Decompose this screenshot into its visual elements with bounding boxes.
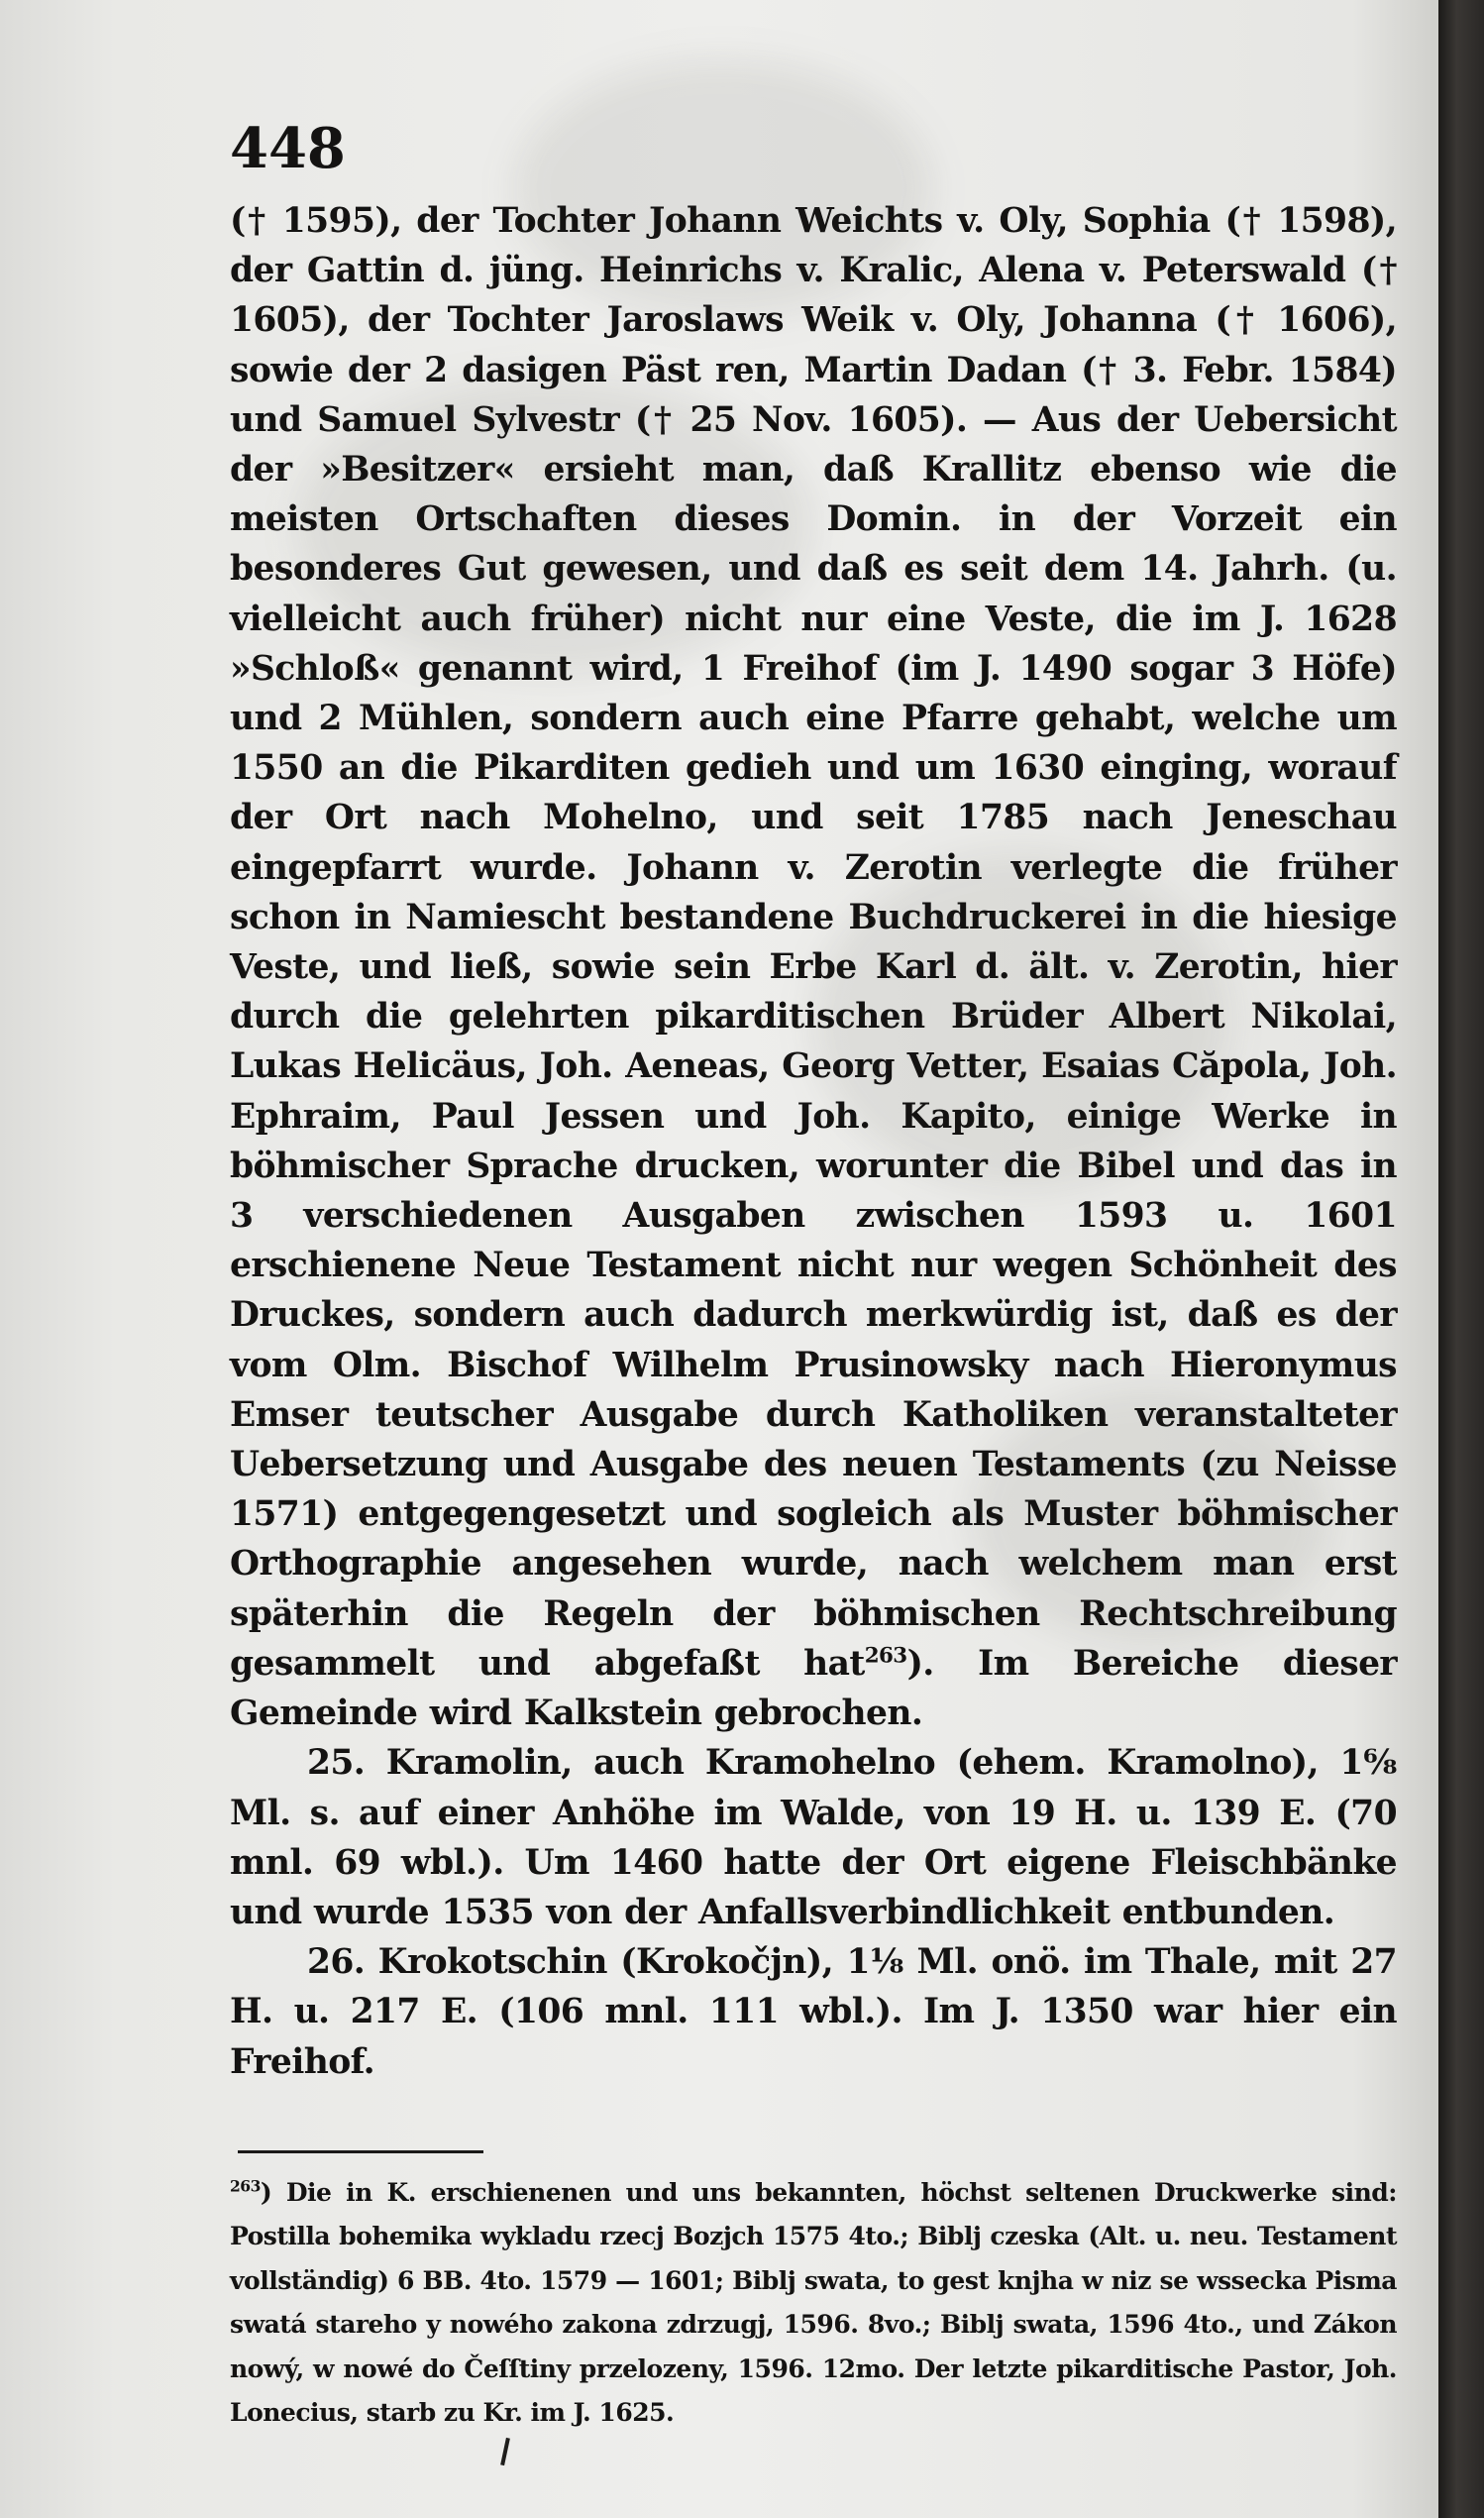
- page-number: 448: [230, 116, 346, 181]
- footnote-number: 263: [230, 2176, 261, 2196]
- footnote-text: ) Die in K. erschienenen und uns bekannten, höchst seltenen Druckwerke sind: Postilla bohemika wykladu rzecj Bozjch 1575 4to.; Biblj czeska (Alt. u. neu. Testament vollständig) 6 BB. 4to. 1579 — 1601; Biblj swata, to gest knjha w niz se wssecka Pisma swatá stareho y nowého zakona zdrzugj, 1596. 8vo.; Biblj swata, 1596 4to., und Zákon nowý, w nowé do Čeſſtiny przelozeny, 1596. 12mo. Der letzte pikarditische Pastor, Joh. Lonecius, starb zu Kr. im J. 1625.: [230, 2177, 1397, 2428]
- end-mark: [500, 2438, 510, 2465]
- body-text: [230, 196, 1397, 2087]
- main-paragraph-text: († 1595), der Tochter Johann Weichts v. Oly, Sophia († 1598), der Gattin d. jüng. Heinrichs v. Kralic, Alena v. Peterswald († 1605), der Tochter Jaroslaws Weik v. Oly, Johanna († 1606), sowie der 2 dasigen Päst ren, Martin Dadan († 3. Febr. 1584) und Samuel Sylvestr († 25 Nov. 1605). — Aus der Uebersicht der »Besitzer« ersieht man, daß Krallitz ebenso wie die meisten Ortschaften dieses Domin. in der Vorzeit ein besonderes Gut gewesen, und daß es seit dem 14. Jahrh. (u. vielleicht auch früher) nicht nur eine Veste, die im J. 1628 »Schloß« genannt wird, 1 Freihof (im J. 1490 sogar 3 Höfe) und 2 Mühlen, sondern auch eine Pfarre gehabt, welche um 1550 an die Pikarditen gedieh und um 1630 einging, worauf der Ort nach Mohelno, und seit 1785 nach Jeneschau eingepfarrt wurde. Johann v. Zerotin verlegte die früher schon in Namiescht bestandene Buchdruckerei in die hiesige Veste, und ließ, sowie sein Erbe Karl d. ält. v. Zerotin, hier durch die gelehrten pikarditischen Brüder Albert Nikolai, Lukas Helicäus, Joh. Aeneas, Georg Vetter, Esaias Căpola, Joh. Ephraim, Paul Jessen und Joh. Kapito, einige Werke in böhmischer Sprache drucken, worunter die Bibel und das in 3 verschiedenen Ausgaben zwischen 1593 u. 1601 erschienene Neue Testament nicht nur wegen Schönheit des Druckes, sondern auch dadurch merkwürdig ist, daß es der vom Olm. Bischof Wilhelm Prusinowsky nach Hieronymus Emser teutscher Ausgabe durch Katholiken veranstalteter Uebersetzung und Ausgabe des neuen Testaments (zu Neisse 1571) entgegengesetzt und sogleich als Muster böhmischer Orthographie angesehen wurde, nach welchem man erst späterhin die Regeln der böhmischen Rechtschreibung gesammelt und abgefaßt hat: [230, 201, 1397, 1684]
- entry-kramolin: 25. Kramolin, auch Kramohelno (ehem. Kramolno), 1⁶⁄₈ Ml. s. auf einer Anhöhe im Walde, von 19 H. u. 139 E. (70 mnl. 69 wbl.). Um 1460 hatte der Ort eigene Fleischbänke und wurde 1535 von der Anfallsverbindlichkeit entbunden.: [230, 1743, 1397, 1932]
- footnote-reference: 263: [864, 1643, 907, 1669]
- page-content: [230, 116, 1397, 2436]
- footnote-divider: [238, 2150, 483, 2153]
- main-paragraph: [230, 196, 1397, 1738]
- footnote: [230, 2171, 1397, 2436]
- book-edge: [1438, 0, 1484, 2518]
- main-paragraph-tail: ). Im Bereiche dieser Gemeinde wird Kalkstein gebrochen.: [230, 1643, 1397, 1734]
- entry-krokotschin: 26. Krokotschin (Krokočjn), 1¹⁄₈ Ml. onö. im Thale, mit 27 H. u. 217 E. (106 mnl. 111 wbl.). Im J. 1350 war hier ein Freihof.: [230, 1942, 1397, 2082]
